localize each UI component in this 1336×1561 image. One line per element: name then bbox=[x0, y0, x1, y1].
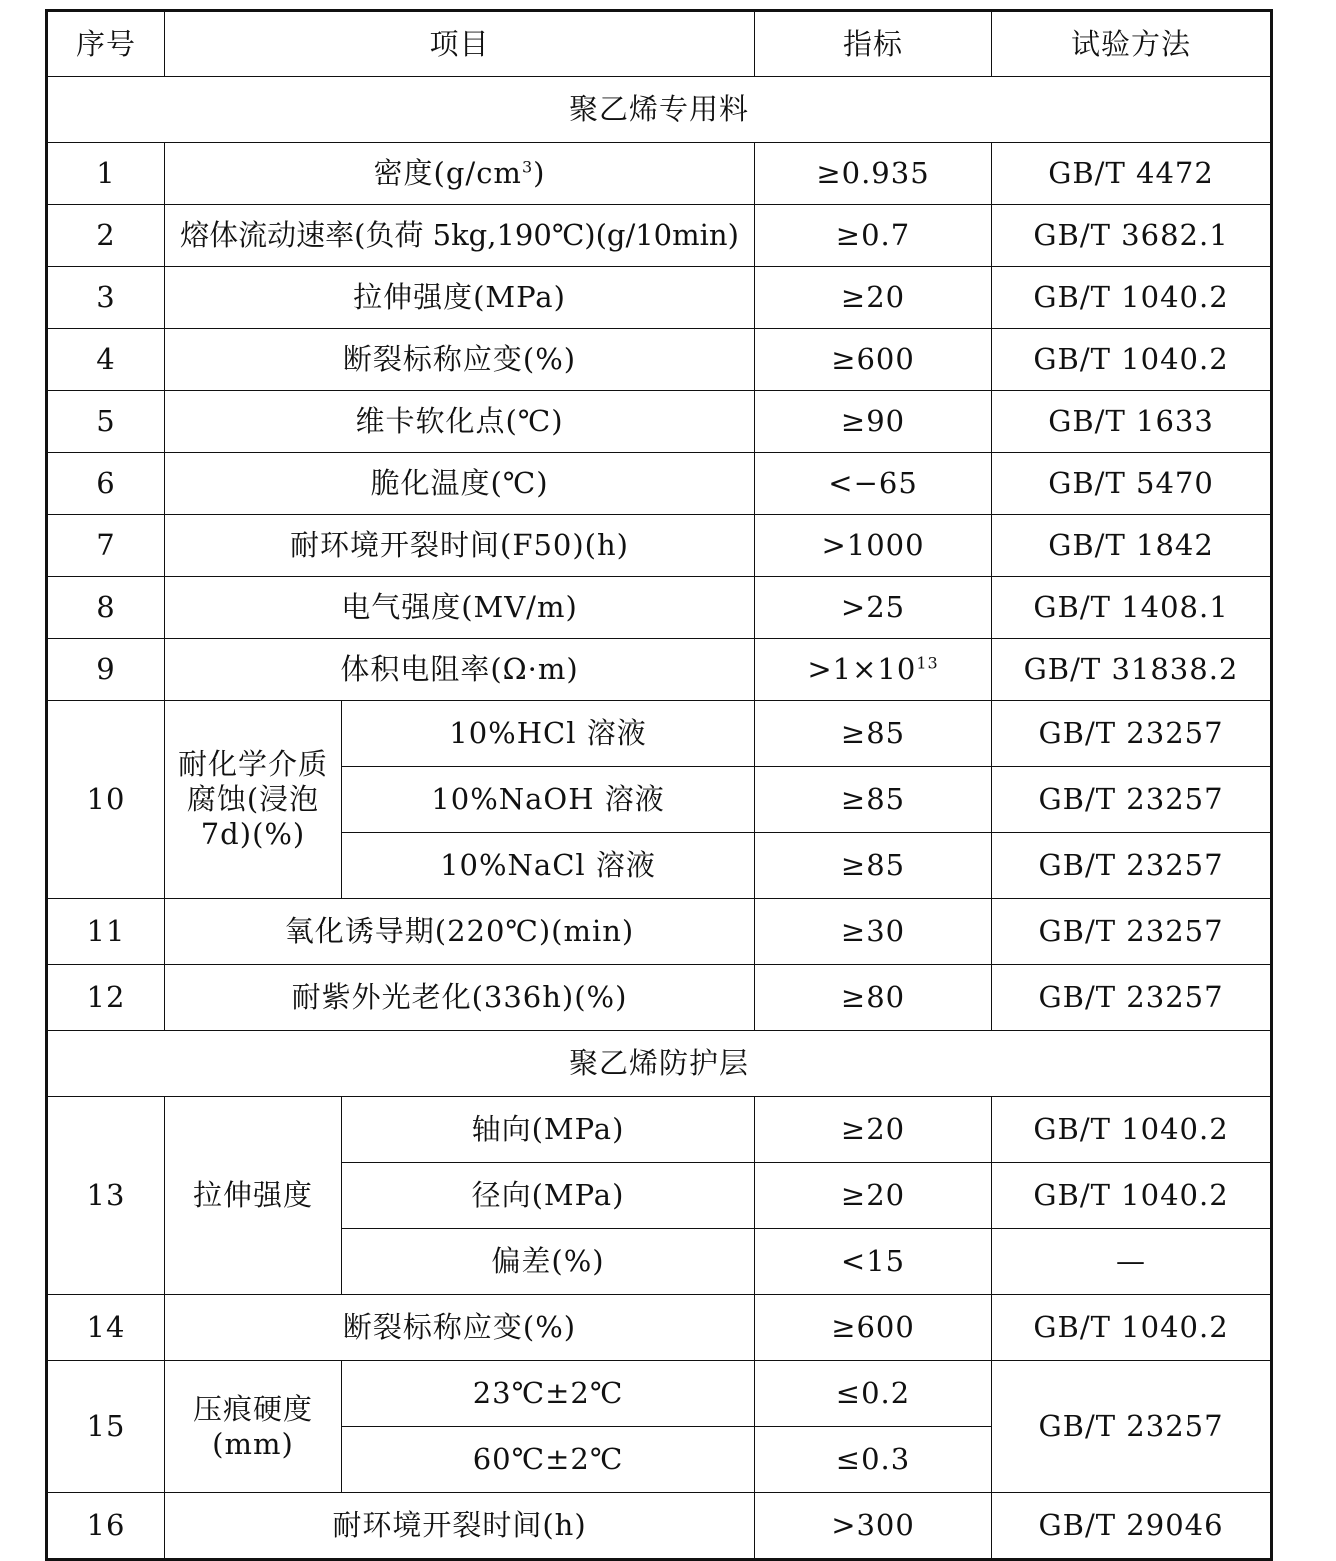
row-method: GB/T 23257 bbox=[992, 899, 1272, 965]
row-index-text: >1×10 bbox=[807, 652, 917, 687]
row-index: >1000 bbox=[755, 515, 992, 577]
row-item: 拉伸强度(MPa) bbox=[165, 267, 755, 329]
row-index: ≥20 bbox=[755, 1163, 992, 1229]
row-item: 维卡软化点(℃) bbox=[165, 391, 755, 453]
row-subitem: 23℃±2℃ bbox=[342, 1361, 755, 1427]
row-item: 断裂标称应变(%) bbox=[165, 1295, 755, 1361]
row-item: 耐环境开裂时间(F50)(h) bbox=[165, 515, 755, 577]
row-method: GB/T 29046 bbox=[992, 1493, 1272, 1560]
row-index: ≥0.7 bbox=[755, 205, 992, 267]
row-item bbox=[165, 143, 755, 205]
table-row bbox=[47, 1493, 1272, 1560]
table-row bbox=[47, 205, 1272, 267]
row-index: ≥85 bbox=[755, 701, 992, 767]
spec-table bbox=[45, 9, 1273, 1561]
row-index: ≥90 bbox=[755, 391, 992, 453]
row-index: ≥600 bbox=[755, 1295, 992, 1361]
row-item: 电气强度(MV/m) bbox=[165, 577, 755, 639]
row-method: — bbox=[992, 1229, 1272, 1295]
row-subitem: 10%NaCl 溶液 bbox=[342, 833, 755, 899]
table-row bbox=[47, 267, 1272, 329]
section-row bbox=[47, 77, 1272, 143]
row-method: GB/T 23257 bbox=[992, 965, 1272, 1031]
row-index: ≥20 bbox=[755, 1097, 992, 1163]
row-item: 熔体流动速率(负荷 5kg,190℃)(g/10min) bbox=[165, 205, 755, 267]
row-method: GB/T 31838.2 bbox=[992, 639, 1272, 701]
row-no: 3 bbox=[47, 267, 165, 329]
row-no: 14 bbox=[47, 1295, 165, 1361]
table-row bbox=[47, 143, 1272, 205]
table-row bbox=[47, 329, 1272, 391]
row-method: GB/T 1040.2 bbox=[992, 329, 1272, 391]
table-row bbox=[47, 1361, 1272, 1427]
row-method: GB/T 1040.2 bbox=[992, 1097, 1272, 1163]
table-row bbox=[47, 639, 1272, 701]
row-method: GB/T 1633 bbox=[992, 391, 1272, 453]
row-method: GB/T 23257 bbox=[992, 833, 1272, 899]
row-index: ≤0.2 bbox=[755, 1361, 992, 1427]
row-group-label: 拉伸强度 bbox=[165, 1097, 342, 1295]
table-row bbox=[47, 899, 1272, 965]
row-no: 11 bbox=[47, 899, 165, 965]
row-group-label: 耐化学介质腐蚀(浸泡7d)(%) bbox=[165, 701, 342, 899]
row-subitem: 径向(MPa) bbox=[342, 1163, 755, 1229]
group-label-line: (mm) bbox=[212, 1426, 294, 1461]
row-subitem: 10%NaOH 溶液 bbox=[342, 767, 755, 833]
row-index: <−65 bbox=[755, 453, 992, 515]
row-item: 耐环境开裂时间(h) bbox=[165, 1493, 755, 1560]
row-index: ≥80 bbox=[755, 965, 992, 1031]
row-item-suffix: ) bbox=[533, 156, 546, 191]
row-index: ≤0.3 bbox=[755, 1427, 992, 1493]
row-no: 6 bbox=[47, 453, 165, 515]
table-row bbox=[47, 1097, 1272, 1163]
row-item: 体积电阻率(Ω·m) bbox=[165, 639, 755, 701]
section-title: 聚乙烯防护层 bbox=[47, 1031, 1272, 1097]
row-method: GB/T 5470 bbox=[992, 453, 1272, 515]
row-subitem: 偏差(%) bbox=[342, 1229, 755, 1295]
row-method: GB/T 1408.1 bbox=[992, 577, 1272, 639]
superscript: 13 bbox=[916, 653, 939, 673]
row-method: GB/T 23257 bbox=[992, 767, 1272, 833]
header-item: 项目 bbox=[165, 11, 755, 77]
row-item: 断裂标称应变(%) bbox=[165, 329, 755, 391]
row-subitem: 轴向(MPa) bbox=[342, 1097, 755, 1163]
row-method: GB/T 4472 bbox=[992, 143, 1272, 205]
row-index bbox=[755, 639, 992, 701]
row-method: GB/T 3682.1 bbox=[992, 205, 1272, 267]
section-row bbox=[47, 1031, 1272, 1097]
table-row bbox=[47, 965, 1272, 1031]
row-index: ≥20 bbox=[755, 267, 992, 329]
row-index: ≥0.935 bbox=[755, 143, 992, 205]
row-item: 脆化温度(℃) bbox=[165, 453, 755, 515]
header-no: 序号 bbox=[47, 11, 165, 77]
table-row bbox=[47, 453, 1272, 515]
row-item: 氧化诱导期(220℃)(min) bbox=[165, 899, 755, 965]
header-index: 指标 bbox=[755, 11, 992, 77]
row-no: 2 bbox=[47, 205, 165, 267]
row-group-label bbox=[165, 1361, 342, 1493]
row-no: 9 bbox=[47, 639, 165, 701]
row-subitem: 10%HCl 溶液 bbox=[342, 701, 755, 767]
row-no: 10 bbox=[47, 701, 165, 899]
table-row bbox=[47, 515, 1272, 577]
table-row bbox=[47, 577, 1272, 639]
row-method: GB/T 1842 bbox=[992, 515, 1272, 577]
header-method: 试验方法 bbox=[992, 11, 1272, 77]
section-title: 聚乙烯专用料 bbox=[47, 77, 1272, 143]
row-method: GB/T 23257 bbox=[992, 1361, 1272, 1493]
table-row bbox=[47, 1295, 1272, 1361]
row-subitem: 60℃±2℃ bbox=[342, 1427, 755, 1493]
row-no: 16 bbox=[47, 1493, 165, 1560]
row-index: ≥85 bbox=[755, 833, 992, 899]
row-method: GB/T 1040.2 bbox=[992, 1163, 1272, 1229]
table-row bbox=[47, 391, 1272, 453]
row-method: GB/T 23257 bbox=[992, 701, 1272, 767]
row-index: <15 bbox=[755, 1229, 992, 1295]
row-no: 1 bbox=[47, 143, 165, 205]
row-index: ≥600 bbox=[755, 329, 992, 391]
row-method: GB/T 1040.2 bbox=[992, 267, 1272, 329]
row-index: ≥30 bbox=[755, 899, 992, 965]
row-no: 8 bbox=[47, 577, 165, 639]
row-no: 15 bbox=[47, 1361, 165, 1493]
row-index: ≥85 bbox=[755, 767, 992, 833]
row-no: 12 bbox=[47, 965, 165, 1031]
row-item-text: 密度(g/cm bbox=[373, 156, 522, 191]
superscript: 3 bbox=[521, 157, 534, 177]
row-no: 4 bbox=[47, 329, 165, 391]
row-index: >25 bbox=[755, 577, 992, 639]
row-no: 5 bbox=[47, 391, 165, 453]
row-item: 耐紫外光老化(336h)(%) bbox=[165, 965, 755, 1031]
group-label-line: 压痕硬度 bbox=[192, 1391, 313, 1426]
row-no: 13 bbox=[47, 1097, 165, 1295]
header-row bbox=[47, 11, 1272, 77]
row-method: GB/T 1040.2 bbox=[992, 1295, 1272, 1361]
table-row bbox=[47, 701, 1272, 767]
row-no: 7 bbox=[47, 515, 165, 577]
row-index: >300 bbox=[755, 1493, 992, 1560]
